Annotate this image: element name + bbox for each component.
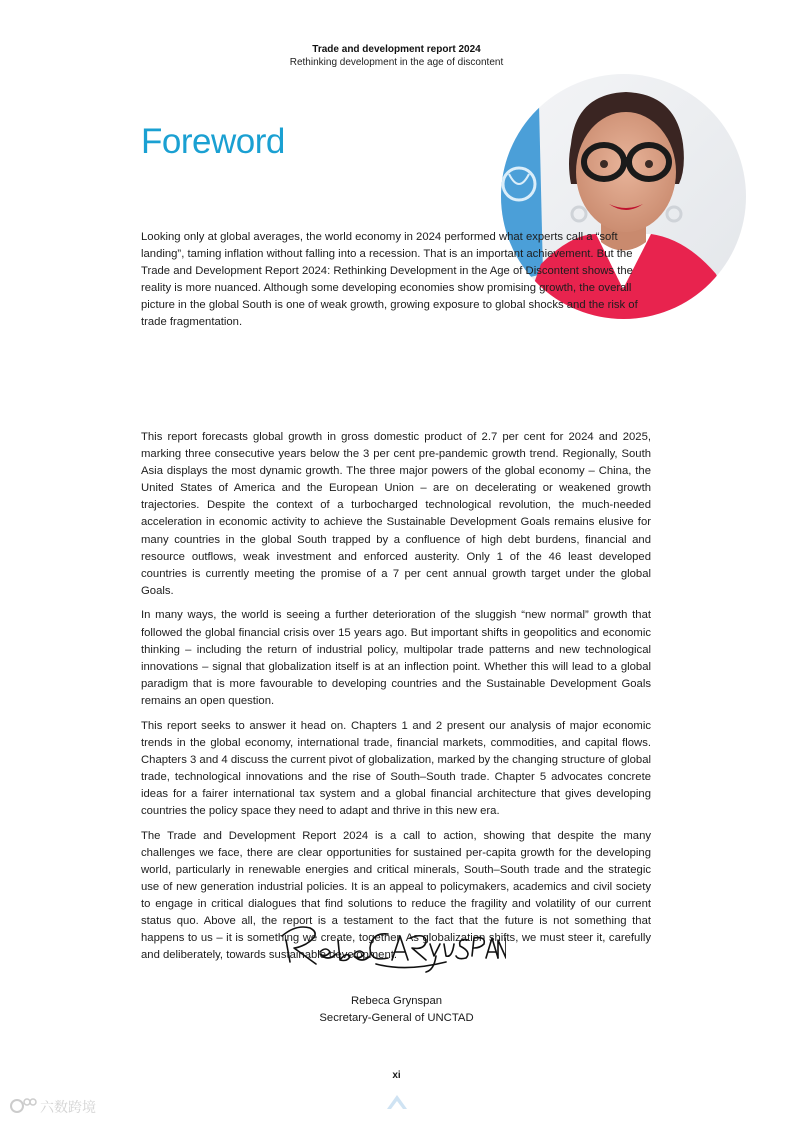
foreword-body	[141, 229, 651, 972]
paragraph-2: This report forecasts global growth in gross domestic product of 2.7 per cent for 2024 and 2025, marking three consecutive years below the 3 per cent pre-pandemic growth trend. Regionally, South Asia displays the most dynamic growth. The three major powers of the global economy – China, the United States of America and the European Union – are on decelerating or weakened growth trajectories. Despite the context of a turbocharged technological revolution, the much-needed acceleration in economic activity to achieve the Sustainable Development Goals remains elusive for many countries in the global South trapped by a confluence of high debt burdens, financial and resource outflows, weak investment and enforced austerity. Only 1 of the 46 least developed countries is currently meeting the promise of a 7 per cent annual growth target under the global Goals.	[141, 431, 651, 597]
page-title: Foreword	[141, 122, 285, 161]
page-number: xi	[392, 1070, 401, 1081]
paragraph-1: Looking only at global averages, the world economy in 2024 performed what experts call a “soft landing”, taming inflation without falling into a recession. That is an important achievement. But the Trade and Development Report 2024: Rethinking Development in the Age of Discontent shows the reality is more nuanced. Although some developing economies show promising growth, the overall picture in the global South is one of weak growth, growing exposure to global shocks and the risk of trade fragmentation.	[141, 231, 638, 329]
report-title: Trade and development report 2024	[312, 44, 481, 55]
chevron-up-icon[interactable]	[384, 1089, 410, 1115]
paragraph-5: The Trade and Development Report 2024 is a call to action, showing that despite the many challenges we face, there are clear opportunities for sustained per-capita growth for the developing world, particularly in renewable energies and critical minerals, South–South trade and the strategic use of new generation industrial policies. It is an appeal to policymakers, academics and civil society to engage in critical dialogues that find solutions to reduce the fragility and volatility of our current status quo. Above all, the report is a testament to the fact that the future is not something that happens to us – it is something we create, together. As globalization shifts, we must steer it, carefully and deliberately, towards sustainable development.	[141, 829, 651, 962]
signer-role: Secretary-General of UNCTAD	[319, 1012, 474, 1024]
running-header	[0, 43, 793, 69]
watermark-logo	[8, 1096, 108, 1116]
signer-name: Rebeca Grynspan	[350, 995, 443, 1007]
handwritten-signature	[276, 912, 506, 982]
report-subtitle: Rethinking development in the age of discontent	[289, 57, 504, 68]
paragraph-3: In many ways, the world is seeing a further deterioration of the sluggish “new normal” growth that followed the global financial crisis over 15 years ago. But important shifts in geopolitics and economic thinking – including the return of industrial policy, multipolar trade patterns and new technological innovations – signal that globalization itself is at an inflection point. Whether this will lead to a global paradigm that is more favourable to developing countries and the Sustainable Development Goals remains an open question.	[141, 609, 651, 707]
signer-block	[0, 993, 793, 1027]
paragraph-4: This report seeks to answer it head on. Chapters 1 and 2 present our analysis of major economic trends in the global economy, international trade, financial markets, commodities, and capital flows. Chapters 3 and 4 discuss the current pivot of globalization, marked by the changing structure of global trade, technological innovations and the rise of South–South trade. Chapter 5 advocates concrete ideas for a fairer international tax system and a global financial architecture that gives developing countries the policy space they need to adapt and thrive in this new era.	[141, 719, 651, 817]
svg-text:六数跨境: 六数跨境	[40, 1100, 96, 1116]
